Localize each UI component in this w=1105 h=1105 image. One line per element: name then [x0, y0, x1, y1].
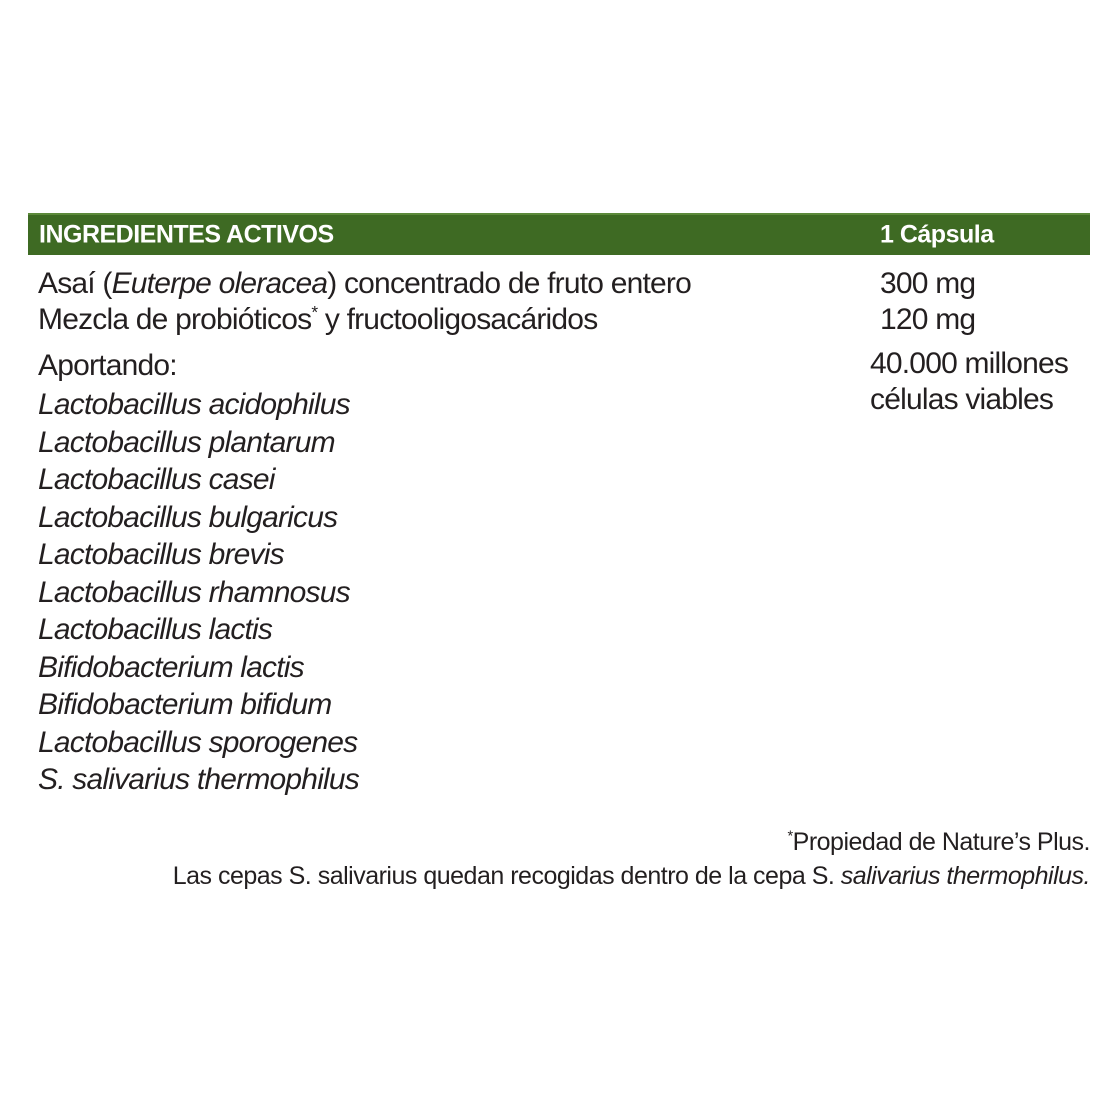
species-item: Lactobacillus bulgaricus	[38, 500, 338, 534]
aportando-label: Aportando:	[38, 349, 177, 382]
serving-column-header: 1 Cápsula	[880, 220, 994, 249]
ingredient-row-probiotics	[28, 302, 1090, 338]
species-item: Lactobacillus lactis	[38, 613, 273, 646]
species-item: Lactobacillus plantarum	[38, 425, 335, 459]
probiotic-breakdown-block	[28, 346, 1090, 799]
viable-cells-amount	[870, 346, 1068, 418]
footnote-propiedad: *Propiedad de Nature’s Plus.	[787, 828, 1090, 856]
ingredient-row-acai	[28, 266, 1090, 302]
footnotes	[28, 825, 1090, 893]
ingredient-name-probiotics: Mezcla de probióticos* y fructooligosacáridos	[38, 302, 598, 336]
species-item: Lactobacillus brevis	[38, 538, 284, 571]
ingredients-header-bar	[28, 213, 1090, 255]
species-item: Lactobacillus acidophilus	[38, 388, 350, 421]
species-item: Lactobacillus sporogenes	[38, 725, 358, 759]
latin-name-euterpe: Euterpe oleracea	[111, 267, 328, 300]
footnote-asterisk: *	[787, 828, 793, 845]
ingredient-amount-probiotics: 120 mg	[880, 303, 976, 336]
species-item: S. salivarius thermophilus	[38, 763, 360, 796]
viable-cells-line1: 40.000 millones	[870, 347, 1069, 380]
species-item: Bifidobacterium lactis	[38, 650, 304, 684]
ingredient-name-acai: Asaí (Euterpe oleracea) concentrado de fruto entero	[38, 267, 691, 300]
supplement-facts-panel	[28, 213, 1090, 890]
species-item: Bifidobacterium bifidum	[38, 688, 332, 721]
ingredient-amount-acai: 300 mg	[880, 267, 976, 300]
viable-cells-line2: células viables	[870, 383, 1054, 416]
latin-name-salivarius: salivarius thermophilus.	[840, 862, 1090, 890]
ingredients-header-title: INGREDIENTES ACTIVOS	[39, 220, 334, 249]
species-item: Lactobacillus rhamnosus	[38, 575, 350, 609]
footnote-cepas: Las cepas S. salivarius quedan recogidas dentro de la cepa S. salivarius thermophilus.	[172, 862, 1090, 890]
species-item: Lactobacillus casei	[38, 463, 275, 496]
footnote-asterisk-marker: *	[311, 302, 318, 322]
ingredients-content	[28, 255, 1090, 799]
